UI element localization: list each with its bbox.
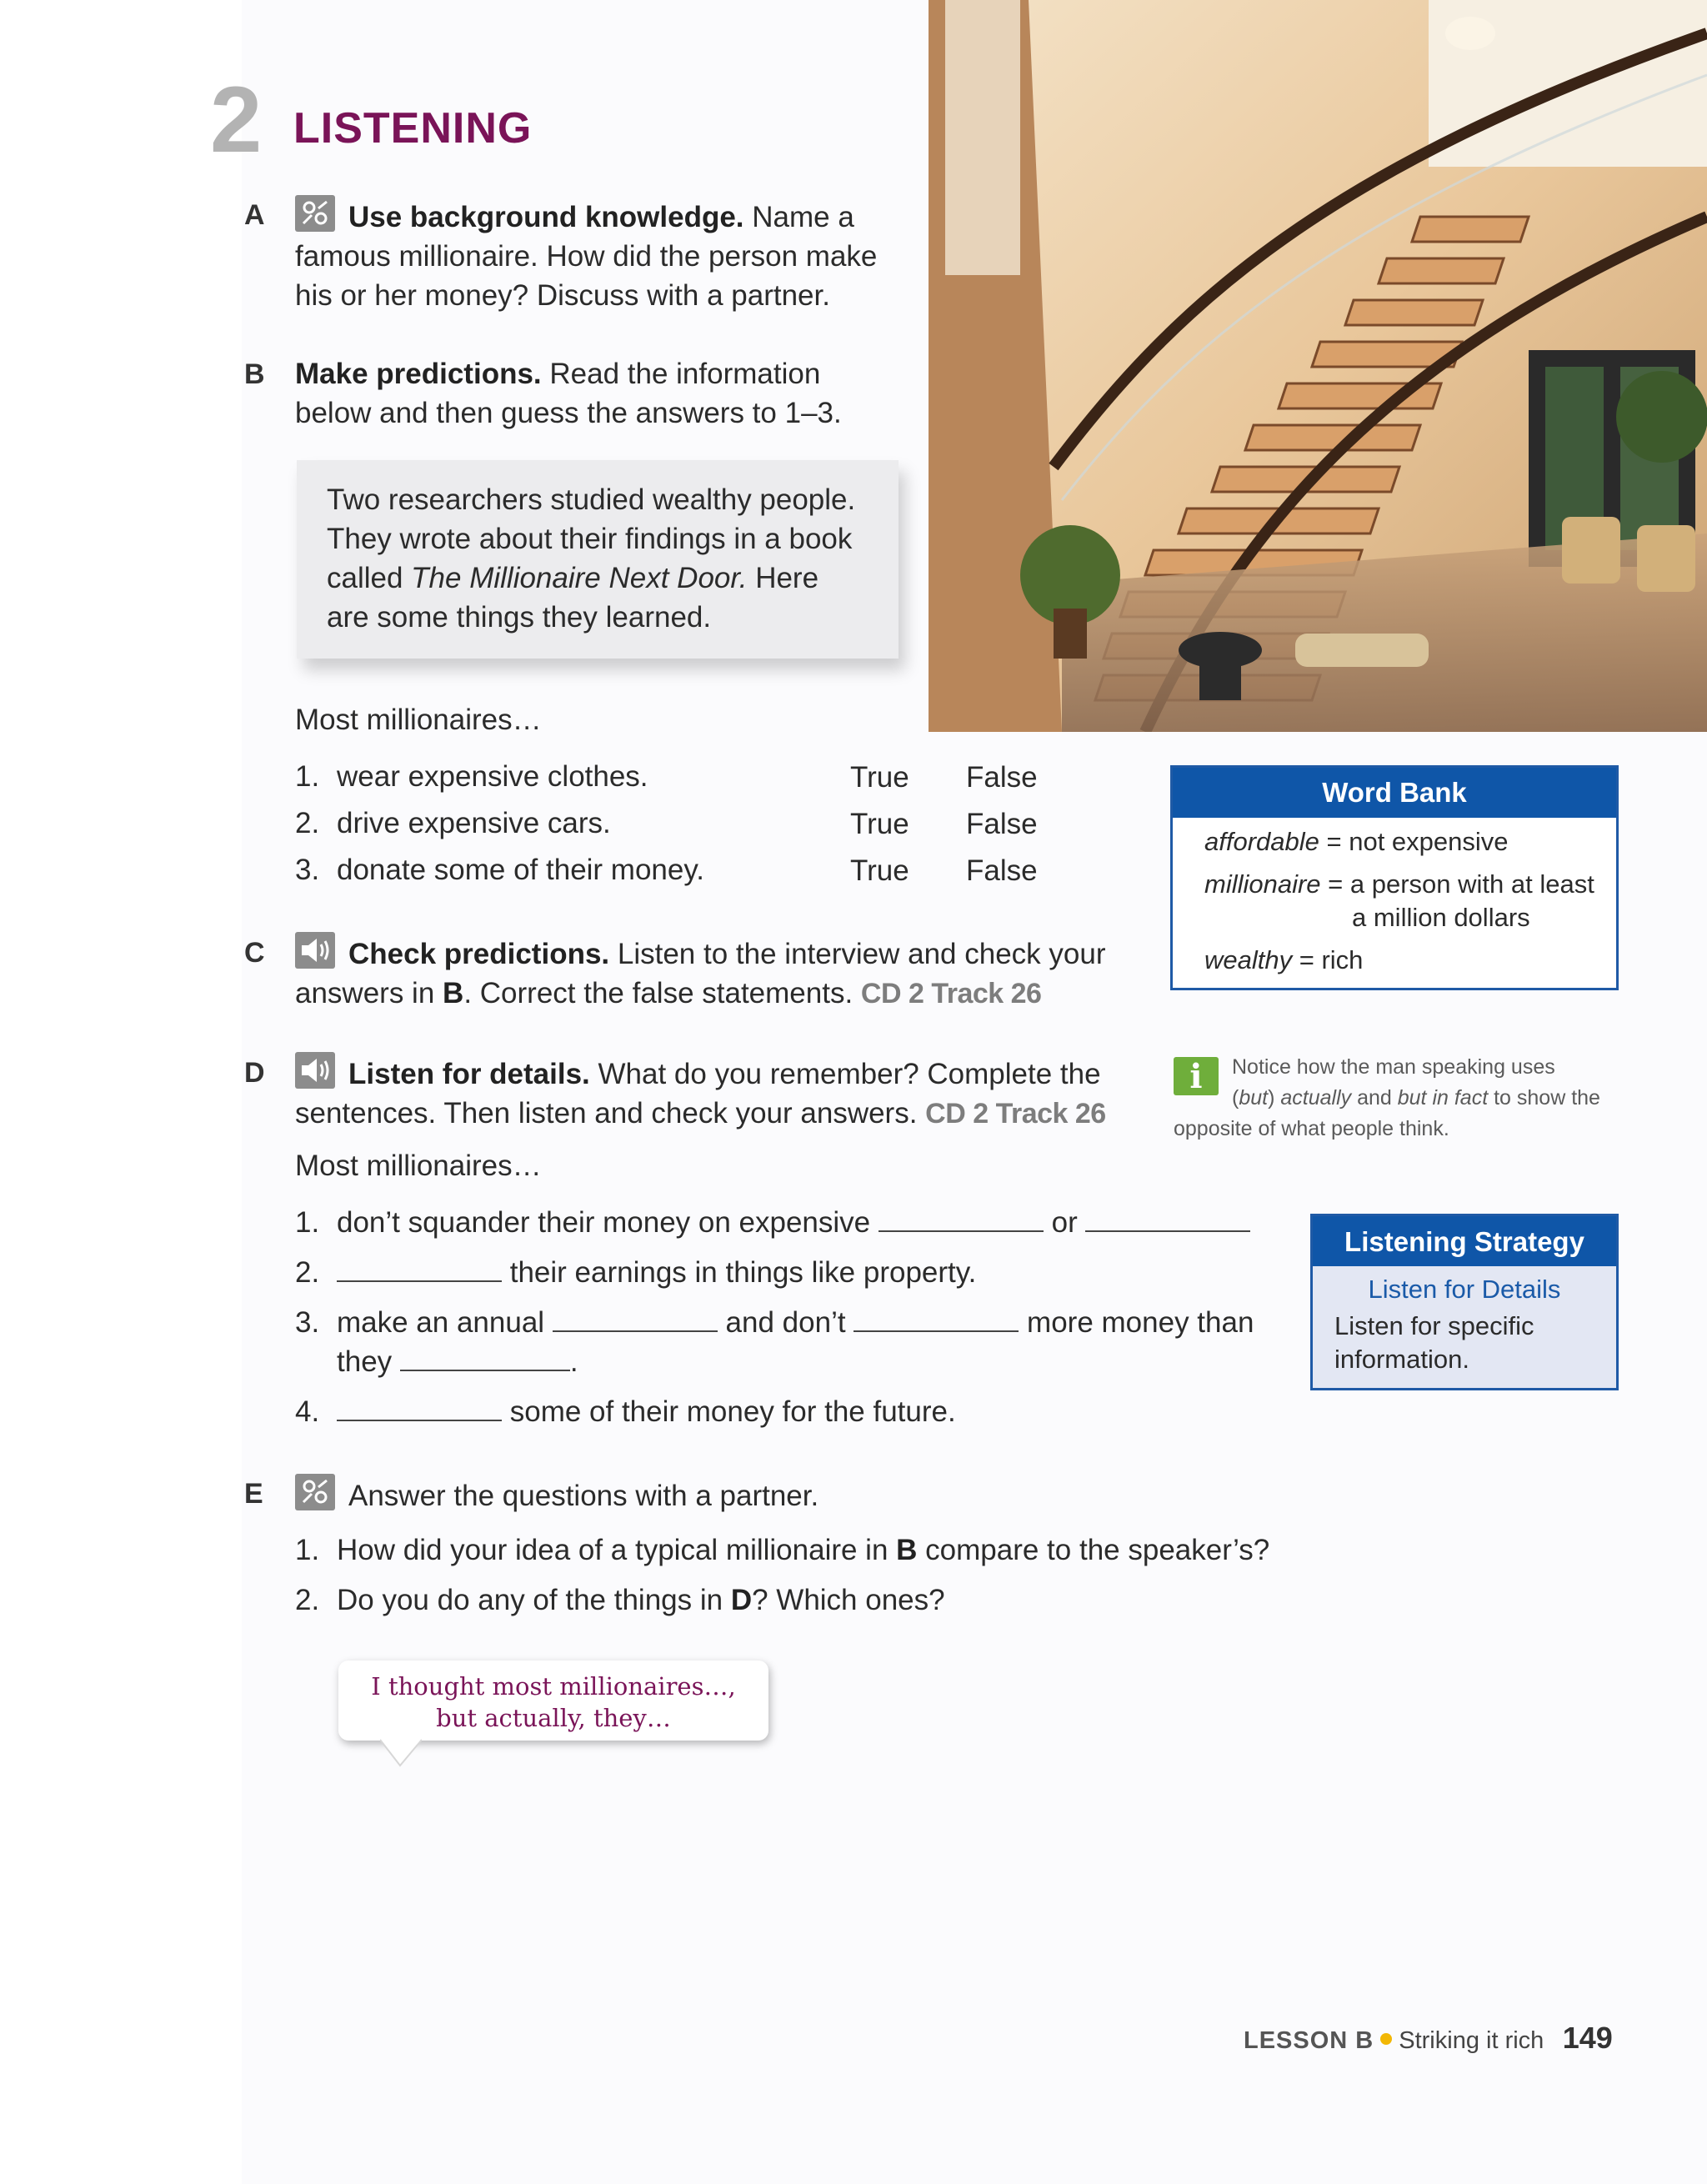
d-sentence-1-or: or [1051, 1206, 1078, 1239]
blank-input[interactable] [337, 1257, 502, 1282]
exercise-c-line1: Listen to the interview and check your [617, 938, 1106, 970]
exercise-d-lead: Listen for details. [348, 1058, 590, 1090]
blank-input[interactable] [553, 1307, 718, 1332]
info-box-text [327, 480, 885, 637]
note-line-1: Notice how the man speaking uses [1232, 1055, 1555, 1079]
exercise-b-line2: below and then guess the answers to 1–3. [295, 397, 842, 429]
speech-bubble-text [338, 1671, 768, 1734]
word-bank-entry-2 [1204, 868, 1594, 901]
note-but: but [1239, 1086, 1269, 1110]
listening-strategy-body-1: Listen for specific [1334, 1311, 1534, 1340]
word-bank-def-2: = a person with at least [1320, 869, 1594, 899]
blank-input[interactable] [879, 1207, 1044, 1232]
d-sentence-2 [337, 1253, 976, 1292]
e-question-1 [337, 1530, 1269, 1570]
footer-dot [1380, 2033, 1392, 2045]
e-question-1-post: compare to the speaker’s? [917, 1534, 1270, 1566]
listening-strategy-body [1334, 1310, 1601, 1376]
note-and: and [1351, 1086, 1398, 1110]
e-question-2 [337, 1580, 945, 1620]
blank-input[interactable] [1085, 1207, 1250, 1232]
exercise-b-lead: Make predictions. [295, 358, 542, 390]
exercise-d-track: CD 2 Track 26 [925, 1098, 1106, 1130]
e-question-2-pre: Do you do any of the things in [337, 1584, 731, 1616]
exercise-a-line2: famous millionaire. How did the person make [295, 240, 878, 273]
speech-bubble-line1: I thought most millionaires…, [371, 1672, 736, 1701]
exercise-letter-a: A [244, 199, 265, 231]
word-bank-term-2: millionaire [1204, 869, 1321, 899]
word-bank-term-1: affordable [1204, 827, 1319, 856]
note-line-2 [1232, 1083, 1600, 1114]
info-box-line3-post: Here [747, 562, 819, 594]
b-item-1-num: 1. [295, 760, 320, 793]
note-but-in-fact: but in fact [1397, 1086, 1489, 1110]
page-number: 149 [1562, 2021, 1613, 2055]
staircase-photo [929, 0, 1707, 732]
e-question-1-ref: B [896, 1534, 918, 1566]
b-item-2-true[interactable]: True [850, 808, 909, 840]
d-sentence-3-text-a: make an annual [337, 1306, 545, 1339]
section-title: LISTENING [293, 104, 533, 153]
exercise-e-text [295, 1474, 1129, 1515]
exercise-a-text [295, 195, 912, 315]
d-sentence-1-num: 1. [295, 1206, 320, 1239]
e-question-1-num: 1. [295, 1534, 320, 1566]
d-sentence-3-period: . [569, 1345, 578, 1378]
word-bank-def-1: = not expensive [1319, 827, 1509, 856]
d-sentence-4-text: some of their money for the future. [509, 1395, 956, 1428]
audio-speaker-icon[interactable] [295, 932, 335, 969]
audio-speaker-icon[interactable] [295, 1052, 335, 1089]
footer-lesson: LESSON B [1244, 2027, 1374, 2054]
exercise-c-ref-b: B [443, 977, 464, 1009]
e-question-1-pre: How did your idea of a typical millionaire in [337, 1534, 897, 1566]
word-bank-title: Word Bank [1173, 768, 1616, 818]
exercise-c-line2-post: . Correct the false statements. [463, 977, 854, 1009]
d-sentence-1-text: don’t squander their money on expensive [337, 1206, 871, 1239]
d-sentence-3 [337, 1303, 1254, 1342]
d-sentence-4-num: 4. [295, 1395, 320, 1428]
b-item-3-text: donate some of their money. [337, 854, 704, 886]
exercise-b-text [295, 354, 912, 433]
book-title: The Millionaire Next Door. [411, 562, 748, 594]
exercise-letter-c: C [244, 937, 265, 969]
listening-strategy-title: Listening Strategy [1313, 1216, 1616, 1266]
blank-input[interactable] [400, 1346, 570, 1371]
b-item-2-num: 2. [295, 807, 320, 839]
exercise-c-track: CD 2 Track 26 [860, 978, 1042, 1009]
note-actually: actually [1280, 1086, 1352, 1110]
exercise-d-text [295, 1052, 1129, 1134]
listening-strategy-box [1310, 1214, 1619, 1390]
info-box-line2: They wrote about their findings in a book [327, 523, 853, 555]
exercise-a-line1: Name a [752, 201, 854, 233]
d-sentence-3-num: 3. [295, 1306, 320, 1339]
note-paren-close: ) [1268, 1086, 1281, 1110]
e-question-2-ref: D [730, 1584, 753, 1616]
exercise-letter-b: B [244, 358, 265, 390]
note-line-3: opposite of what people think. [1174, 1117, 1449, 1140]
b-item-1-true[interactable]: True [850, 761, 909, 794]
d-sentence-2-num: 2. [295, 1256, 320, 1289]
speech-bubble-line2: but actually, they… [436, 1704, 671, 1732]
exercise-a-lead: Use background knowledge. [348, 201, 744, 233]
exercise-c-line2-pre: answers in [295, 977, 443, 1009]
b-item-1-false[interactable]: False [966, 761, 1038, 794]
info-box-line4: are some things they learned. [327, 601, 712, 634]
exercise-letter-d: D [244, 1057, 265, 1089]
exercise-d-line1: What do you remember? Complete the [598, 1058, 1101, 1090]
b-item-3-num: 3. [295, 854, 320, 886]
b-item-3-false[interactable]: False [966, 854, 1038, 887]
exercise-c-text [295, 932, 1129, 1014]
info-icon: i [1174, 1057, 1219, 1095]
word-bank [1170, 765, 1619, 990]
word-bank-def-2-cont: a million dollars [1352, 903, 1530, 932]
exercise-letter-e: E [244, 1478, 263, 1510]
listening-strategy-body-2: information. [1334, 1345, 1469, 1374]
blank-input[interactable] [854, 1307, 1019, 1332]
info-box [297, 460, 899, 659]
e-question-2-post: ? Which ones? [752, 1584, 945, 1616]
b-item-2-false[interactable]: False [966, 808, 1038, 840]
word-bank-entry-1 [1204, 825, 1509, 859]
word-bank-term-3: wealthy [1204, 945, 1293, 974]
exercise-b-line1: Read the information [549, 358, 821, 390]
footer [1244, 2021, 1613, 2056]
info-box-line1: Two researchers studied wealthy people. [327, 483, 856, 516]
exercise-a-line3: his or her money? Discuss with a partner. [295, 279, 830, 312]
exercise-d-line2: sentences. Then listen and check your answers. [295, 1097, 918, 1130]
d-sentence-2-text: their earnings in things like property. [509, 1256, 977, 1289]
footer-topic: Striking it rich [1399, 2027, 1544, 2054]
pair-work-icon [295, 195, 335, 232]
note-paren-open: ( [1232, 1086, 1239, 1110]
d-sentence-1 [337, 1203, 1250, 1242]
d-sentence-3-cont [337, 1342, 578, 1381]
info-box-line3-pre: called [327, 562, 412, 594]
b-item-1-text: wear expensive clothes. [337, 760, 648, 793]
note-to-show: to show the [1488, 1086, 1600, 1110]
blank-input[interactable] [337, 1396, 502, 1421]
exercise-e-line: Answer the questions with a partner. [348, 1480, 819, 1512]
word-bank-entry-3 [1204, 944, 1363, 977]
speech-bubble [338, 1661, 768, 1741]
section-number: 2 [210, 68, 259, 172]
d-sentence-4 [337, 1392, 956, 1431]
b-item-3-true[interactable]: True [850, 854, 909, 887]
e-question-2-num: 2. [295, 1584, 320, 1616]
exercise-c-lead: Check predictions. [348, 938, 610, 970]
pair-work-icon [295, 1474, 335, 1510]
d-intro: Most millionaires… [295, 1150, 542, 1182]
d-sentence-3-text-d: they [337, 1345, 393, 1378]
b-intro: Most millionaires… [295, 704, 542, 736]
listening-strategy-subtitle: Listen for Details [1368, 1275, 1561, 1304]
d-sentence-3-text-b: and don’t [725, 1306, 846, 1339]
word-bank-def-3: = rich [1292, 945, 1364, 974]
speech-bubble-tail [380, 1739, 422, 1767]
d-sentence-3-text-c: more money than [1027, 1306, 1254, 1339]
b-item-2-text: drive expensive cars. [337, 807, 611, 839]
